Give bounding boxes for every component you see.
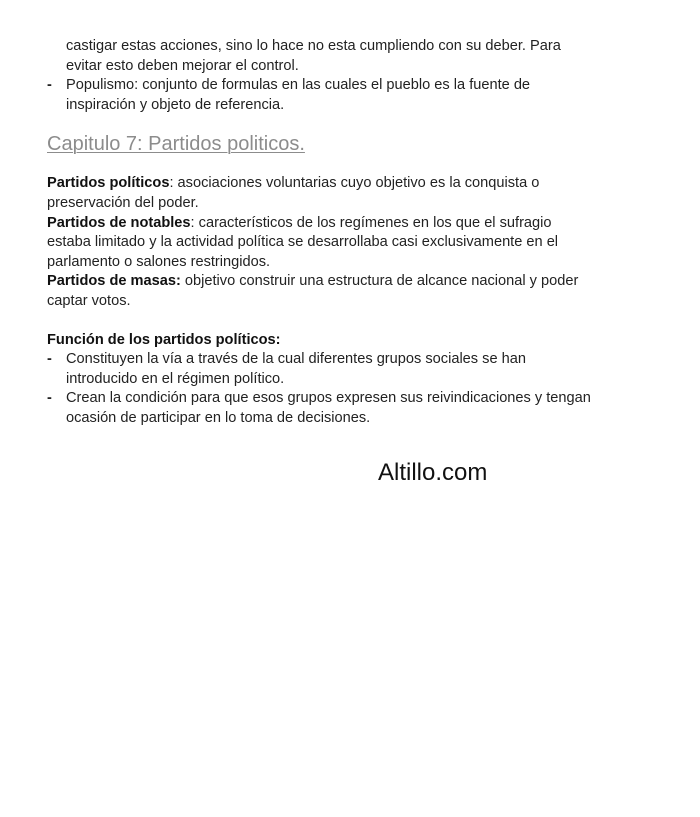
definition-partidos-notables (47, 214, 677, 273)
definition-text: : característicos de los regímenes en los que el sufragio (190, 214, 552, 231)
altillo-watermark: Altillo.com (378, 459, 488, 486)
text-line: ocasión de participar en lo toma de decisiones. (66, 409, 371, 426)
text-line: evitar esto deben mejorar el control. (66, 57, 299, 74)
function-item (47, 389, 677, 428)
text-line: captar votos. (47, 292, 131, 309)
definition-term: Partidos de notables (47, 214, 191, 231)
bullet-dash: - (47, 390, 52, 407)
definitions-block (47, 174, 677, 311)
continuation-paragraph (47, 37, 677, 76)
definition-text: : asociaciones voluntarias cuyo objetivo es la conquista o (169, 175, 540, 192)
bullet-dash: - (47, 351, 52, 368)
chapter-heading: Capitulo 7: Partidos politicos. (47, 133, 305, 156)
bullet-dash: - (47, 77, 52, 94)
definition-partidos-politicos (47, 174, 677, 213)
text-line: Constituyen la vía a través de la cual diferentes grupos sociales se han (66, 351, 526, 368)
definition-text: objetivo construir una estructura de alcance nacional y poder (180, 273, 579, 290)
populismo-bullet (47, 76, 677, 115)
text-line: inspiración y objeto de referencia. (66, 96, 285, 113)
text-line: estaba limitado y la actividad política se desarrollaba casi exclusivamente en el (47, 234, 559, 251)
text-line: introducido en el régimen político. (66, 370, 285, 387)
text-line: Populismo: conjunto de formulas en las cuales el pueblo es la fuente de (66, 77, 531, 94)
text-line: Crean la condición para que esos grupos expresen sus reivindicaciones y tengan (66, 390, 591, 407)
document-content (47, 37, 677, 429)
definition-partidos-masas (47, 272, 677, 311)
text-line: parlamento o salones restringidos. (47, 253, 271, 270)
function-item (47, 350, 677, 389)
definition-term: Partidos políticos (47, 175, 170, 192)
text-line: castigar estas acciones, sino lo hace no esta cumpliendo con su deber. Para (66, 38, 561, 54)
functions-heading: Función de los partidos políticos: (47, 331, 281, 348)
text-line: preservación del poder. (47, 194, 199, 211)
definition-term: Partidos de masas: (47, 273, 181, 290)
